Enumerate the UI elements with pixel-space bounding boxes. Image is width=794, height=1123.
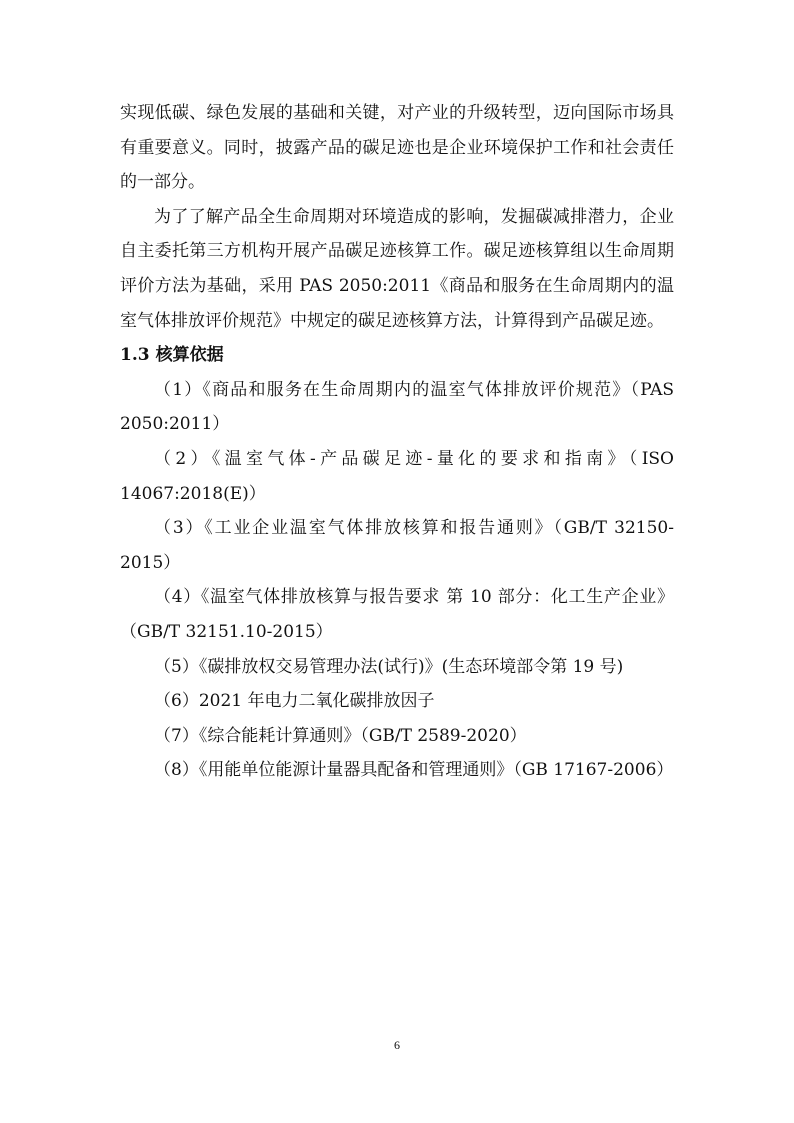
reference-item-4: （4）《温室气体排放核算与报告要求 第 10 部分：化工生产企业》（GB/T 32151.10-2015） [120, 587, 674, 642]
document-body [120, 96, 674, 788]
reference-item-3: （3）《工业企业温室气体排放核算和报告通则》（GB/T 32150-2015） [120, 518, 674, 573]
reference-item-8: （8）《用能单位能源计量器具配备和管理通则》（GB 17167-2006） [154, 760, 674, 781]
reference-item-1: （1）《商品和服务在生命周期内的温室气体排放评价规范》（PAS 2050:2011） [120, 379, 674, 435]
reference-item-2: （2）《温室气体-产品碳足迹-量化的要求和指南》（ISO 14067:2018(E)） [120, 448, 674, 504]
reference-item-5: （5）《碳排放权交易管理办法(试行)》(生态环境部令第 19 号) [154, 656, 624, 677]
paragraph-purpose: 为了了解产品全生命周期对环境造成的影响，发掘碳减排潜力，企业自主委托第三方机构开展产品碳足迹核算工作。碳足迹核算组以生命周期评价方法为基础，采用 PAS 2050:2011《商品和服务在生命周期内的温室气体排放评价规范》中规定的碳足迹核算方法，计算得到产品碳足迹。 [120, 206, 674, 331]
section-heading [120, 338, 674, 373]
reference-item-6: （6）2021 年电力二氧化碳排放因子 [154, 691, 435, 712]
paragraph-intro-continued: 实现低碳、绿色发展的基础和关键，对产业的升级转型，迈向国际市场具有重要意义。同时，披露产品的碳足迹也是企业环境保护工作和社会责任的一部分。 [120, 103, 674, 193]
section-title: 核算依据 [155, 345, 224, 366]
section-number: 1.3 [120, 345, 150, 366]
reference-item-7: （7）《综合能耗计算通则》（GB/T 2589-2020） [154, 725, 527, 746]
page-number: 6 [394, 1038, 400, 1052]
